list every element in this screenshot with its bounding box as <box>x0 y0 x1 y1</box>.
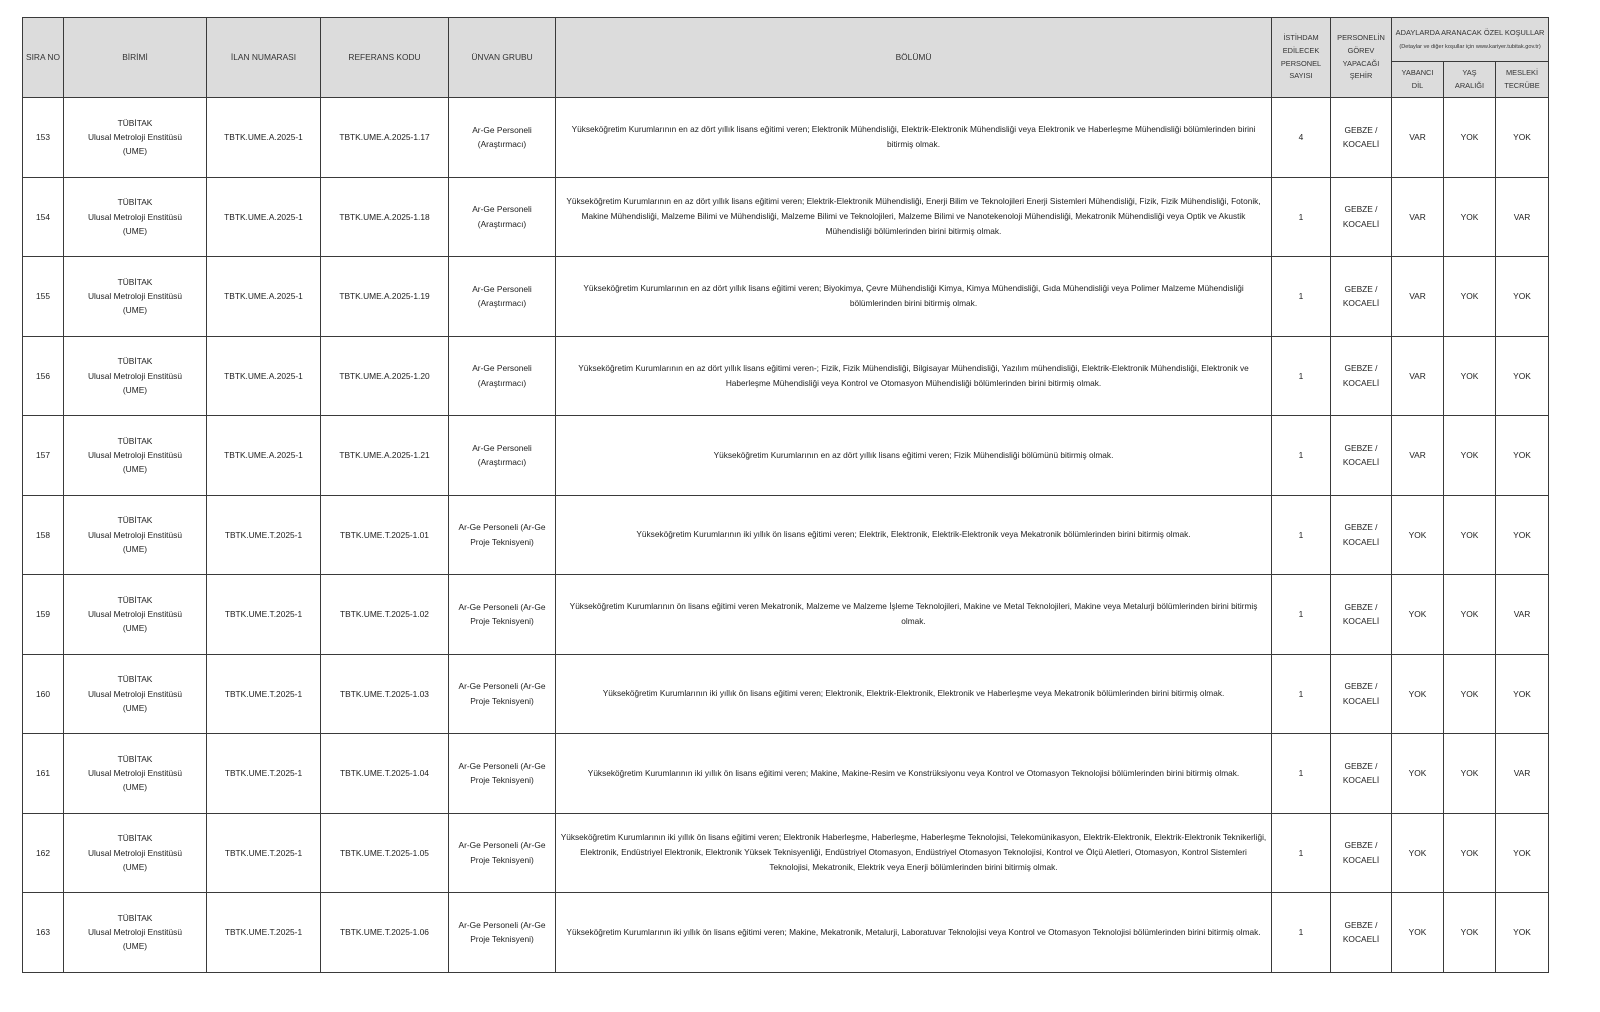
header-ozel-kosullar <box>1392 18 1549 62</box>
cell-yas-araligi: YOK <box>1444 893 1496 973</box>
birim-line: TÜBİTAK <box>117 594 153 605</box>
cell-ilan-numarasi: TBTK.UME.A.2025-1 <box>207 98 321 178</box>
cell-unvan-grubu: Ar-Ge Personeli (Ar-Ge Proje Teknisyeni) <box>449 893 556 973</box>
cell-unvan-grubu: Ar-Ge Personeli (Ar-Ge Proje Teknisyeni) <box>449 654 556 734</box>
birim-line: (UME) <box>122 782 148 793</box>
birim-line: (UME) <box>122 225 148 236</box>
cell-sehir: GEBZE / KOCAELİ <box>1331 813 1392 893</box>
header-yabanci-dil: YABANCI DİL <box>1392 62 1444 98</box>
header-istihdam: İSTİHDAM EDİLECEK PERSONEL SAYISI <box>1272 18 1331 98</box>
cell-birimi <box>64 336 207 416</box>
cell-bolumu: Yükseköğretim Kurumlarının en az dört yıllık lisans eğitimi veren; Elektrik-Elektronik Mühendisliği, Enerji Bilim ve Teknolojileri Enerji Sistemleri Mühendisliği, Fizik, Fizik Mühendisliği, Fotonik, Makine Mühendisliği, Malzeme Bilimi ve Mühendisliği, Malzeme Bilimi ve Teknolojileri, Malzeme Bilimi ve Nanotekenoloji Mühendisliği, Mekatronik Mühendisliği veya Optik ve Akustik Mühendisliği bölümlerinden birini bitirmiş olmak. <box>556 177 1272 257</box>
cell-sira-no: 162 <box>23 813 64 893</box>
cell-yabanci-dil: YOK <box>1392 575 1444 655</box>
table-row <box>23 257 1549 337</box>
table-row <box>23 416 1549 496</box>
cell-personel-sayisi: 1 <box>1272 336 1331 416</box>
cell-unvan-grubu: Ar-Ge Personeli (Araştırmacı) <box>449 257 556 337</box>
cell-unvan-grubu: Ar-Ge Personeli (Ar-Ge Proje Teknisyeni) <box>449 575 556 655</box>
cell-mesleki-tecrube: YOK <box>1496 336 1549 416</box>
cell-mesleki-tecrube: VAR <box>1496 575 1549 655</box>
ozel-kosullar-title: ADAYLARDA ARANACAK ÖZEL KOŞULLAR <box>1395 27 1545 37</box>
cell-referans-kodu: TBTK.UME.A.2025-1.18 <box>321 177 449 257</box>
cell-unvan-grubu: Ar-Ge Personeli (Ar-Ge Proje Teknisyeni) <box>449 495 556 575</box>
cell-personel-sayisi: 1 <box>1272 654 1331 734</box>
cell-referans-kodu: TBTK.UME.T.2025-1.05 <box>321 813 449 893</box>
cell-sira-no: 154 <box>23 177 64 257</box>
cell-ilan-numarasi: TBTK.UME.A.2025-1 <box>207 257 321 337</box>
birim-line: TÜBİTAK <box>117 833 153 844</box>
birim-line: Ulusal Metroloji Enstitüsü <box>87 211 183 222</box>
job-listings-table <box>22 17 1549 973</box>
cell-bolumu: Yükseköğretim Kurumlarının iki yıllık ön lisans eğitimi veren; Elektrik, Elektronik, Elektrik-Elektronik veya Mekatronik bölümlerinden birini bitirmiş olmak. <box>556 495 1272 575</box>
birim-line: (UME) <box>122 623 148 634</box>
cell-mesleki-tecrube: YOK <box>1496 257 1549 337</box>
cell-sehir: GEBZE / KOCAELİ <box>1331 177 1392 257</box>
cell-yabanci-dil: YOK <box>1392 734 1444 814</box>
table-row <box>23 813 1549 893</box>
cell-mesleki-tecrube: YOK <box>1496 813 1549 893</box>
cell-ilan-numarasi: TBTK.UME.T.2025-1 <box>207 495 321 575</box>
header-yas-araligi: YAŞ ARALIĞI <box>1444 62 1496 98</box>
birim-line: (UME) <box>122 146 148 157</box>
cell-yas-araligi: YOK <box>1444 177 1496 257</box>
cell-yas-araligi: YOK <box>1444 495 1496 575</box>
cell-personel-sayisi: 1 <box>1272 416 1331 496</box>
header-mesleki-tecrube: MESLEKİ TECRÜBE <box>1496 62 1549 98</box>
cell-referans-kodu: TBTK.UME.T.2025-1.02 <box>321 575 449 655</box>
header-sehir: PERSONELİN GÖREV YAPACAĞI ŞEHİR <box>1331 18 1392 98</box>
birim-line: Ulusal Metroloji Enstitüsü <box>87 927 183 938</box>
cell-birimi <box>64 654 207 734</box>
header-birimi: BİRİMİ <box>64 18 207 98</box>
cell-bolumu: Yükseköğretim Kurumlarının iki yıllık ön lisans eğitimi veren; Elektronik Haberleşme, Haberleşme, Haberleşme Teknolojisi, Telekomünikasyon, Elektrik-Elektronik, Elektrik-Elektronik Teknikerliği, Elektronik, Endüstriyel Elektronik, Elektronik Yüksek Teknisyenliği, Endüstriyel Otomasyon, Endüstriyel Otomasyon Teknolojisi, Kontrol ve Ölçü Aletleri, Otomasyon, Kontrol Sistemleri Teknolojisi, Mekatronik, Elektrik veya Enerji bölümlerinden birini bitirmiş olmak. <box>556 813 1272 893</box>
table-header <box>23 18 1549 98</box>
cell-sira-no: 155 <box>23 257 64 337</box>
cell-yabanci-dil: YOK <box>1392 813 1444 893</box>
cell-sira-no: 163 <box>23 893 64 973</box>
birim-line: TÜBİTAK <box>117 435 153 446</box>
cell-unvan-grubu: Ar-Ge Personeli (Araştırmacı) <box>449 336 556 416</box>
cell-sehir: GEBZE / KOCAELİ <box>1331 893 1392 973</box>
birim-line: (UME) <box>122 543 148 554</box>
cell-mesleki-tecrube: YOK <box>1496 893 1549 973</box>
cell-yabanci-dil: VAR <box>1392 336 1444 416</box>
cell-yas-araligi: YOK <box>1444 416 1496 496</box>
cell-yas-araligi: YOK <box>1444 654 1496 734</box>
cell-referans-kodu: TBTK.UME.A.2025-1.17 <box>321 98 449 178</box>
cell-yas-araligi: YOK <box>1444 575 1496 655</box>
cell-birimi <box>64 98 207 178</box>
birim-line: Ulusal Metroloji Enstitüsü <box>87 768 183 779</box>
table-row <box>23 495 1549 575</box>
cell-birimi <box>64 177 207 257</box>
cell-unvan-grubu: Ar-Ge Personeli (Araştırmacı) <box>449 416 556 496</box>
birim-line: (UME) <box>122 941 148 952</box>
cell-birimi <box>64 257 207 337</box>
header-unvan-grubu: ÜNVAN GRUBU <box>449 18 556 98</box>
birim-line: (UME) <box>122 464 148 475</box>
cell-birimi <box>64 893 207 973</box>
table-row <box>23 575 1549 655</box>
cell-yas-araligi: YOK <box>1444 734 1496 814</box>
cell-ilan-numarasi: TBTK.UME.A.2025-1 <box>207 336 321 416</box>
cell-mesleki-tecrube: YOK <box>1496 654 1549 734</box>
cell-ilan-numarasi: TBTK.UME.T.2025-1 <box>207 893 321 973</box>
cell-referans-kodu: TBTK.UME.A.2025-1.19 <box>321 257 449 337</box>
header-bolumu: BÖLÜMÜ <box>556 18 1272 98</box>
cell-yas-araligi: YOK <box>1444 98 1496 178</box>
cell-yabanci-dil: YOK <box>1392 495 1444 575</box>
cell-birimi <box>64 416 207 496</box>
cell-sira-no: 161 <box>23 734 64 814</box>
cell-bolumu: Yükseköğretim Kurumlarının en az dört yıllık lisans eğitimi veren-; Fizik, Fizik Mühendisliği, Bilgisayar Mühendisliği, Yazılım mühendisliği, Elektrik-Elektronik Mühendisliği, Elektronik ve Haberleşme Mühendisliği veya Kontrol ve Otomasyon Mühendisliği bölümlerinden birini bitirmiş olmak. <box>556 336 1272 416</box>
cell-birimi <box>64 575 207 655</box>
cell-bolumu: Yükseköğretim Kurumlarının iki yıllık ön lisans eğitimi veren; Makine, Mekatronik, Metalurji, Laboratuvar Teknolojisi veya Kontrol ve Otomasyon Teknolojisi bölümlerinden birini bitirmiş olmak. <box>556 893 1272 973</box>
birim-line: TÜBİTAK <box>117 117 153 128</box>
cell-bolumu: Yükseköğretim Kurumlarının en az dört yıllık lisans eğitimi veren; Elektronik Mühendisliği, Elektrik-Elektronik Mühendisliği veya Elektronik ve Haberleşme Mühendisliği bölümlerinden birini bitirmiş olmak. <box>556 98 1272 178</box>
header-sira-no: SIRA NO <box>23 18 64 98</box>
birim-line: TÜBİTAK <box>117 912 153 923</box>
cell-sira-no: 159 <box>23 575 64 655</box>
cell-unvan-grubu: Ar-Ge Personeli (Araştırmacı) <box>449 98 556 178</box>
cell-yabanci-dil: VAR <box>1392 98 1444 178</box>
cell-referans-kodu: TBTK.UME.T.2025-1.01 <box>321 495 449 575</box>
cell-unvan-grubu: Ar-Ge Personeli (Ar-Ge Proje Teknisyeni) <box>449 813 556 893</box>
header-ilan-numarasi: İLAN NUMARASI <box>207 18 321 98</box>
cell-referans-kodu: TBTK.UME.A.2025-1.21 <box>321 416 449 496</box>
cell-sehir: GEBZE / KOCAELİ <box>1331 336 1392 416</box>
cell-yabanci-dil: VAR <box>1392 257 1444 337</box>
table-row <box>23 336 1549 416</box>
cell-unvan-grubu: Ar-Ge Personeli (Araştırmacı) <box>449 177 556 257</box>
cell-bolumu: Yükseköğretim Kurumlarının ön lisans eğitimi veren Mekatronik, Malzeme ve Malzeme İşleme Teknolojileri, Makine ve Metal Teknolojileri, Makine veya Metalurji bölümlerinden birini bitirmiş olmak. <box>556 575 1272 655</box>
table-row <box>23 734 1549 814</box>
birim-line: Ulusal Metroloji Enstitüsü <box>87 450 183 461</box>
birim-line: Ulusal Metroloji Enstitüsü <box>87 370 183 381</box>
birim-line: Ulusal Metroloji Enstitüsü <box>87 291 183 302</box>
table-row <box>23 893 1549 973</box>
cell-yas-araligi: YOK <box>1444 336 1496 416</box>
cell-sira-no: 160 <box>23 654 64 734</box>
cell-mesleki-tecrube: VAR <box>1496 177 1549 257</box>
cell-bolumu: Yükseköğretim Kurumlarının en az dört yıllık lisans eğitimi veren; Fizik Mühendisliği bölümünü bitirmiş olmak. <box>556 416 1272 496</box>
birim-line: Ulusal Metroloji Enstitüsü <box>87 132 183 143</box>
cell-bolumu: Yükseköğretim Kurumlarının en az dört yıllık lisans eğitimi veren; Biyokimya, Çevre Mühendisliği Kimya, Kimya Mühendisliği, Gıda Mühendisliği veya Polimer Malzeme Mühendisliği bölümlerinden birini bitirmiş olmak. <box>556 257 1272 337</box>
cell-yabanci-dil: VAR <box>1392 177 1444 257</box>
cell-yabanci-dil: YOK <box>1392 654 1444 734</box>
birim-line: Ulusal Metroloji Enstitüsü <box>87 847 183 858</box>
birim-line: Ulusal Metroloji Enstitüsü <box>87 688 183 699</box>
birim-line: TÜBİTAK <box>117 753 153 764</box>
cell-birimi <box>64 813 207 893</box>
cell-personel-sayisi: 1 <box>1272 575 1331 655</box>
cell-ilan-numarasi: TBTK.UME.A.2025-1 <box>207 177 321 257</box>
cell-referans-kodu: TBTK.UME.A.2025-1.20 <box>321 336 449 416</box>
cell-sehir: GEBZE / KOCAELİ <box>1331 98 1392 178</box>
ozel-kosullar-note: (Detaylar ve diğer koşullar için www.kariyer.tubitak.gov.tr) <box>1399 43 1541 50</box>
cell-sira-no: 156 <box>23 336 64 416</box>
cell-sehir: GEBZE / KOCAELİ <box>1331 257 1392 337</box>
cell-sehir: GEBZE / KOCAELİ <box>1331 495 1392 575</box>
cell-yas-araligi: YOK <box>1444 813 1496 893</box>
cell-referans-kodu: TBTK.UME.T.2025-1.03 <box>321 654 449 734</box>
birim-line: (UME) <box>122 861 148 872</box>
birim-line: Ulusal Metroloji Enstitüsü <box>87 609 183 620</box>
birim-line: TÜBİTAK <box>117 276 153 287</box>
table-row <box>23 654 1549 734</box>
cell-sehir: GEBZE / KOCAELİ <box>1331 734 1392 814</box>
birim-line: Ulusal Metroloji Enstitüsü <box>87 529 183 540</box>
birim-line: (UME) <box>122 702 148 713</box>
cell-personel-sayisi: 1 <box>1272 813 1331 893</box>
cell-yabanci-dil: VAR <box>1392 416 1444 496</box>
cell-mesleki-tecrube: YOK <box>1496 416 1549 496</box>
cell-birimi <box>64 734 207 814</box>
birim-line: (UME) <box>122 305 148 316</box>
cell-personel-sayisi: 1 <box>1272 257 1331 337</box>
cell-sira-no: 158 <box>23 495 64 575</box>
birim-line: TÜBİTAK <box>117 356 153 367</box>
birim-line: TÜBİTAK <box>117 515 153 526</box>
birim-line: TÜBİTAK <box>117 197 153 208</box>
cell-yas-araligi: YOK <box>1444 257 1496 337</box>
cell-sehir: GEBZE / KOCAELİ <box>1331 654 1392 734</box>
cell-personel-sayisi: 1 <box>1272 177 1331 257</box>
cell-bolumu: Yükseköğretim Kurumlarının iki yıllık ön lisans eğitimi veren; Elektronik, Elektrik-Elektronik, Elektronik ve Haberleşme veya Mekatronik bölümlerinden birini bitirmiş olmak. <box>556 654 1272 734</box>
birim-line: (UME) <box>122 384 148 395</box>
cell-personel-sayisi: 1 <box>1272 495 1331 575</box>
cell-personel-sayisi: 1 <box>1272 734 1331 814</box>
cell-sehir: GEBZE / KOCAELİ <box>1331 575 1392 655</box>
cell-mesleki-tecrube: VAR <box>1496 734 1549 814</box>
cell-sira-no: 157 <box>23 416 64 496</box>
cell-yabanci-dil: YOK <box>1392 893 1444 973</box>
cell-birimi <box>64 495 207 575</box>
cell-mesleki-tecrube: YOK <box>1496 495 1549 575</box>
cell-ilan-numarasi: TBTK.UME.T.2025-1 <box>207 813 321 893</box>
cell-ilan-numarasi: TBTK.UME.T.2025-1 <box>207 575 321 655</box>
cell-sehir: GEBZE / KOCAELİ <box>1331 416 1392 496</box>
cell-referans-kodu: TBTK.UME.T.2025-1.06 <box>321 893 449 973</box>
cell-personel-sayisi: 4 <box>1272 98 1331 178</box>
cell-ilan-numarasi: TBTK.UME.T.2025-1 <box>207 734 321 814</box>
cell-referans-kodu: TBTK.UME.T.2025-1.04 <box>321 734 449 814</box>
cell-mesleki-tecrube: YOK <box>1496 98 1549 178</box>
cell-personel-sayisi: 1 <box>1272 893 1331 973</box>
table-row <box>23 98 1549 178</box>
birim-line: TÜBİTAK <box>117 674 153 685</box>
table-row <box>23 177 1549 257</box>
cell-unvan-grubu: Ar-Ge Personeli (Ar-Ge Proje Teknisyeni) <box>449 734 556 814</box>
cell-sira-no: 153 <box>23 98 64 178</box>
cell-bolumu: Yükseköğretim Kurumlarının iki yıllık ön lisans eğitimi veren; Makine, Makine-Resim ve Konstrüksiyonu veya Kontrol ve Otomasyon Teknolojisi bölümlerinden birini bitirmiş olmak. <box>556 734 1272 814</box>
cell-ilan-numarasi: TBTK.UME.A.2025-1 <box>207 416 321 496</box>
header-referans-kodu: REFERANS KODU <box>321 18 449 98</box>
table-body <box>23 98 1549 973</box>
cell-ilan-numarasi: TBTK.UME.T.2025-1 <box>207 654 321 734</box>
